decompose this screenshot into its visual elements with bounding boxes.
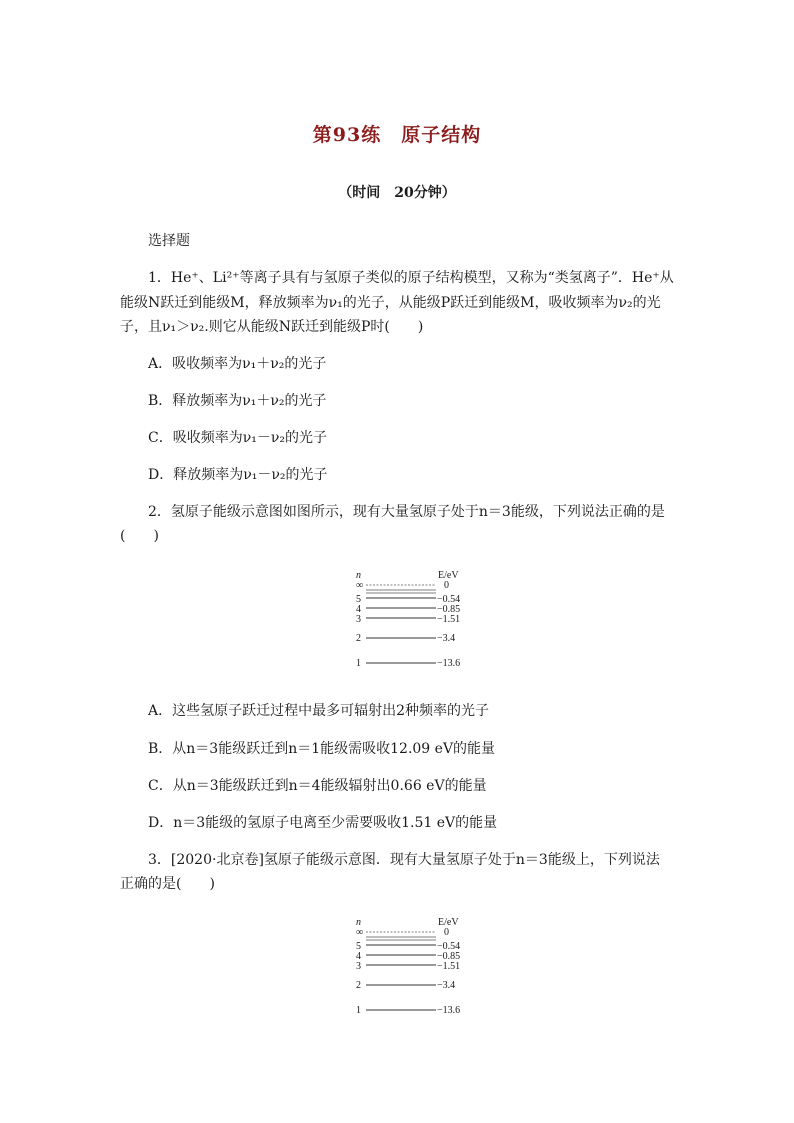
level-n-3: 3 <box>356 614 361 625</box>
question-2-option-c[interactable]: C．从n＝3能级跃迁到n＝4能级辐射出0.66 eV的能量 <box>148 778 487 794</box>
question-3-line-2: 正确的是( ) <box>120 876 215 892</box>
time-limit: （时间 20分钟） <box>338 185 456 201</box>
level-n-1: 1 <box>356 658 361 669</box>
level-n-5: 5 <box>356 941 361 952</box>
question-1-option-d[interactable]: D．释放频率为ν₁－ν₂的光子 <box>148 467 328 483</box>
level-n-4: 4 <box>356 604 361 615</box>
energy-axis-label: E/eV <box>438 570 459 581</box>
level-n-2: 2 <box>356 980 361 991</box>
level-e-3: −1.51 <box>437 961 461 972</box>
level-e-inf: 0 <box>444 927 449 938</box>
n-axis-label: n <box>356 917 361 928</box>
level-n-4: 4 <box>356 951 361 962</box>
question-3-line-1: 3．[2020·北京卷]氢原子能级示意图．现有大量氢原子处于n＝3能级上，下列说法 <box>148 852 660 868</box>
level-e-2: −3.4 <box>437 980 456 991</box>
level-e-4: −0.85 <box>437 951 461 962</box>
level-n-inf: ∞ <box>356 580 364 591</box>
level-n-1: 1 <box>356 1005 361 1016</box>
question-2-option-a[interactable]: A．这些氢原子跃迁过程中最多可辐射出2种频率的光子 <box>148 703 490 719</box>
question-1-option-c[interactable]: C．吸收频率为ν₁－ν₂的光子 <box>148 430 327 446</box>
question-1-option-a[interactable]: A．吸收频率为ν₁＋ν₂的光子 <box>148 356 327 372</box>
level-e-1: −13.6 <box>437 658 461 669</box>
question-2-line-1: 2．氢原子能级示意图如图所示，现有大量氢原子处于n＝3能级，下列说法正确的是 <box>148 504 665 520</box>
level-e-5: −0.54 <box>437 594 461 605</box>
level-e-3: −1.51 <box>437 614 461 625</box>
energy-level-diagram-svg <box>345 570 475 670</box>
energy-level-diagram-2 <box>345 917 475 1017</box>
level-n-3: 3 <box>356 961 361 972</box>
level-n-5: 5 <box>356 594 361 605</box>
level-n-2: 2 <box>356 633 361 644</box>
level-e-1: −13.6 <box>437 1005 461 1016</box>
level-e-inf: 0 <box>444 580 449 591</box>
page-title: 第93练 原子结构 <box>312 124 482 146</box>
question-2-option-d[interactable]: D．n＝3能级的氢原子电离至少需要吸收1.51 eV的能量 <box>148 815 498 831</box>
level-e-2: −3.4 <box>437 633 456 644</box>
n-axis-label: n <box>356 570 361 581</box>
question-1-line-2: 能级N跃迁到能级M，释放频率为ν₁的光子，从能级P跃迁到能级M，吸收频率为ν₂的光 <box>120 295 661 311</box>
energy-level-diagram <box>345 570 475 670</box>
question-1-line-3: 子，且ν₁＞ν₂.则它从能级N跃迁到能级P时( ) <box>120 319 424 335</box>
question-1-line-1: 1．He⁺、Li²⁺等离子具有与氢原子类似的原子结构模型，又称为“类氢离子”．He⁺从 <box>148 270 674 286</box>
level-e-5: −0.54 <box>437 941 461 952</box>
question-2-line-2: ( ) <box>120 528 159 544</box>
question-2-option-b[interactable]: B．从n＝3能级跃迁到n＝1能级需吸收12.09 eV的能量 <box>148 741 496 757</box>
level-n-inf: ∞ <box>356 927 364 938</box>
question-1-option-b[interactable]: B．释放频率为ν₁＋ν₂的光子 <box>148 393 327 409</box>
section-heading: 选择题 <box>148 233 190 249</box>
level-e-4: −0.85 <box>437 604 461 615</box>
energy-level-diagram-2-svg <box>345 917 475 1017</box>
energy-axis-label: E/eV <box>438 917 459 928</box>
